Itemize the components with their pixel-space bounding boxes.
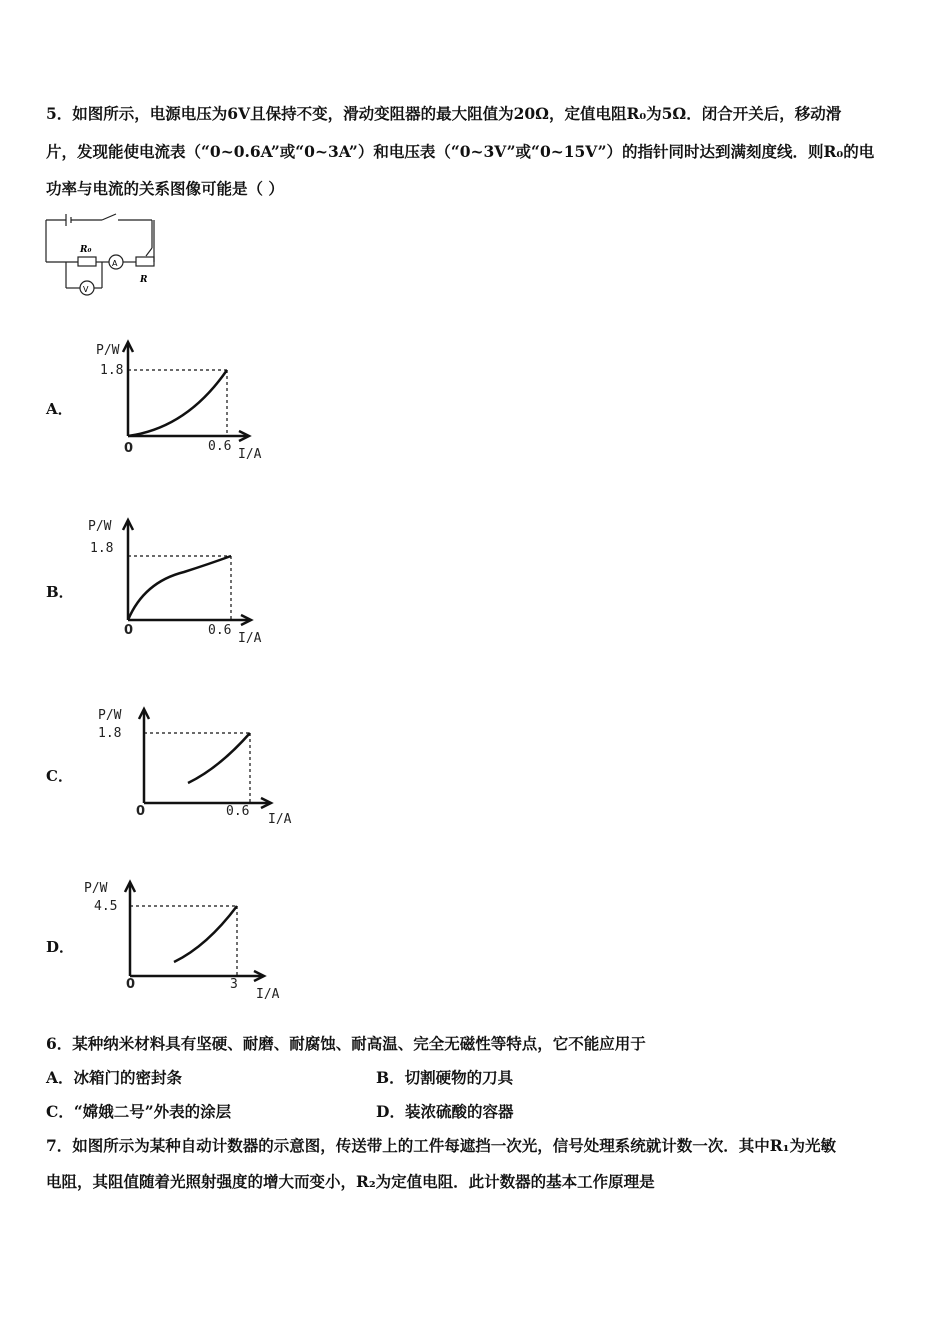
q5-line-1: 5．如图所示，电源电压为6V且保持不变，滑动变阻器的最大阻值为20Ω，定值电阻R₀为5Ω．闭合开关后，移动滑 bbox=[46, 104, 842, 123]
ylabel: P/W bbox=[98, 708, 122, 723]
voltmeter-label: V bbox=[83, 285, 89, 294]
q5-line-3: 功率与电流的关系图像可能是（ ） bbox=[46, 179, 284, 198]
graph-option-a bbox=[92, 338, 272, 462]
ymax-tick: 4.5 bbox=[94, 899, 118, 914]
q6-option-d: D．装浓硫酸的容器 bbox=[376, 1102, 514, 1121]
circuit-diagram bbox=[40, 210, 170, 300]
graph-option-d bbox=[82, 876, 282, 1002]
origin: 0 bbox=[136, 804, 146, 819]
xmax-tick: 0.6 bbox=[208, 439, 232, 454]
q6-option-a: A．冰箱门的密封条 bbox=[46, 1068, 183, 1087]
q5-line-2: 片，发现能使电流表（“0~0.6A”或“0~3A”）和电压表（“0~3V”或“0~15V”）的指针同时达到满刻度线．则R₀的电 bbox=[46, 142, 875, 161]
xmax-tick: 3 bbox=[230, 977, 238, 992]
option-d-label: D． bbox=[46, 938, 75, 956]
option-c-label: C． bbox=[46, 767, 73, 785]
q7-line-1: 7．如图所示为某种自动计数器的示意图，传送带上的工件每遮挡一次光，信号处理系统就计数一次．其中R₁为光敏 bbox=[46, 1136, 836, 1155]
origin: 0 bbox=[124, 441, 134, 456]
ylabel: P/W bbox=[84, 881, 108, 896]
r-label: R bbox=[140, 275, 148, 285]
option-a-label: A． bbox=[46, 400, 73, 418]
ylabel: P/W bbox=[88, 519, 112, 534]
ymax-tick: 1.8 bbox=[98, 726, 122, 741]
xlabel: I/A bbox=[268, 812, 292, 827]
option-b-label: B． bbox=[46, 583, 74, 601]
xmax-tick: 0.6 bbox=[208, 623, 232, 638]
r0-label: R₀ bbox=[80, 245, 92, 255]
ammeter-label: A bbox=[112, 259, 118, 268]
q6-stem: 6．某种纳米材料具有坚硬、耐磨、耐腐蚀、耐高温、完全无磁性等特点，它不能应用于 bbox=[46, 1034, 646, 1053]
graph-option-c bbox=[94, 703, 294, 829]
xmax-tick: 0.6 bbox=[226, 804, 250, 819]
q6-option-c: C．“嫦娥二号”外表的涂层 bbox=[46, 1102, 232, 1121]
ymax-tick: 1.8 bbox=[100, 363, 124, 378]
origin: 0 bbox=[124, 623, 134, 638]
xlabel: I/A bbox=[238, 631, 262, 646]
origin: 0 bbox=[126, 977, 136, 992]
q7-line-2: 电阻，其阻值随着光照射强度的增大而变小，R₂为定值电阻．此计数器的基本工作原理是 bbox=[46, 1172, 655, 1191]
q6-option-b: B．切割硬物的刀具 bbox=[376, 1068, 514, 1087]
ymax-tick: 1.8 bbox=[90, 541, 114, 556]
xlabel: I/A bbox=[256, 987, 280, 1002]
ylabel: P/W bbox=[96, 343, 120, 358]
graph-option-b bbox=[84, 512, 264, 646]
xlabel: I/A bbox=[238, 447, 262, 462]
